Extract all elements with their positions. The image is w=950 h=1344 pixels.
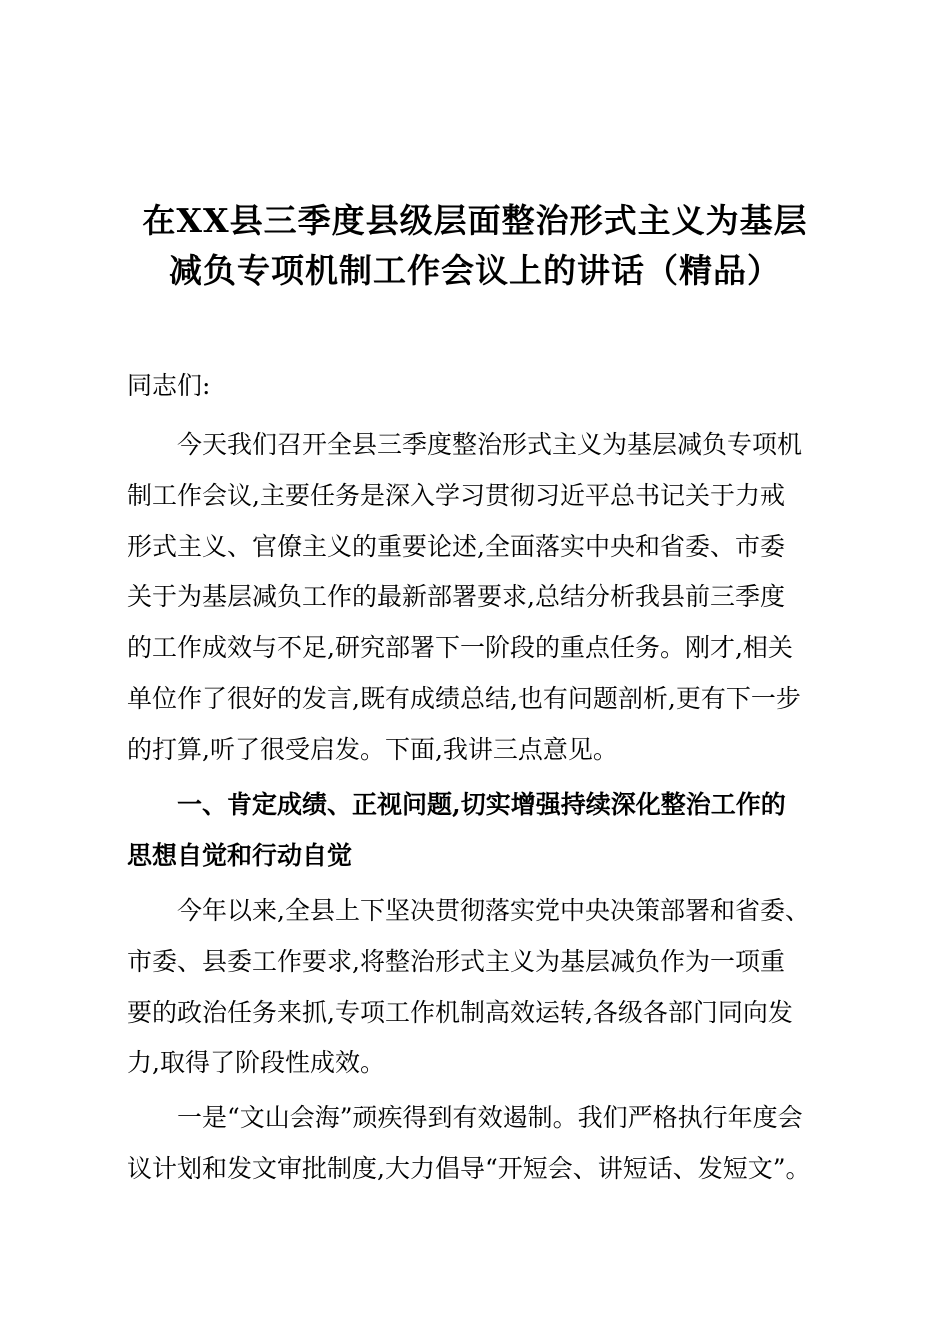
paragraph-line: 市委、县委工作要求,将整治形式主义为基层减负作为一项重 <box>127 947 785 976</box>
paragraph-line: 今年以来,全县上下坚决贯彻落实党中央决策部署和省委、 <box>177 896 810 925</box>
paragraph-line: 关于为基层减负工作的最新部署要求,总结分析我县前三季度 <box>127 582 785 611</box>
paragraph-line: 今天我们召开全县三季度整治形式主义为基层减负专项机 <box>177 430 803 459</box>
document-title-line-1: 在XX县三季度县级层面整治形式主义为基层 <box>142 201 808 240</box>
paragraph-line: 形式主义、官僚主义的重要论述,全面落实中央和省委、市委 <box>127 532 785 561</box>
document-title-line-2: 减负专项机制工作会议上的讲话（精品） <box>169 251 781 290</box>
paragraph-line: 议计划和发文审批制度,大力倡导“开短会、讲短话、发短文”。 <box>127 1154 811 1183</box>
paragraph-line: 要的政治任务来抓,专项工作机制高效运转,各级各部门同向发 <box>127 998 793 1027</box>
paragraph-line: 制工作会议,主要任务是深入学习贯彻习近平总书记关于力戒 <box>127 481 785 510</box>
paragraph-line: 单位作了很好的发言,既有成绩总结,也有问题剖析,更有下一步 <box>127 684 801 713</box>
paragraph-line: 的工作成效与不足,研究部署下一阶段的重点任务。刚才,相关 <box>127 633 793 662</box>
paragraph-line: 一是“文山会海”顽疾得到有效遏制。我们严格执行年度会 <box>177 1103 803 1132</box>
paragraph-line: 力,取得了阶段性成效。 <box>127 1048 385 1077</box>
section-heading-line: 思想自觉和行动自觉 <box>127 841 353 870</box>
paragraph-line: 的打算,听了很受启发。下面,我讲三点意见。 <box>127 735 618 764</box>
salutation: 同志们: <box>127 371 211 400</box>
section-heading-line: 一、肯定成绩、正视问题,切实增强持续深化整治工作的 <box>177 790 786 819</box>
